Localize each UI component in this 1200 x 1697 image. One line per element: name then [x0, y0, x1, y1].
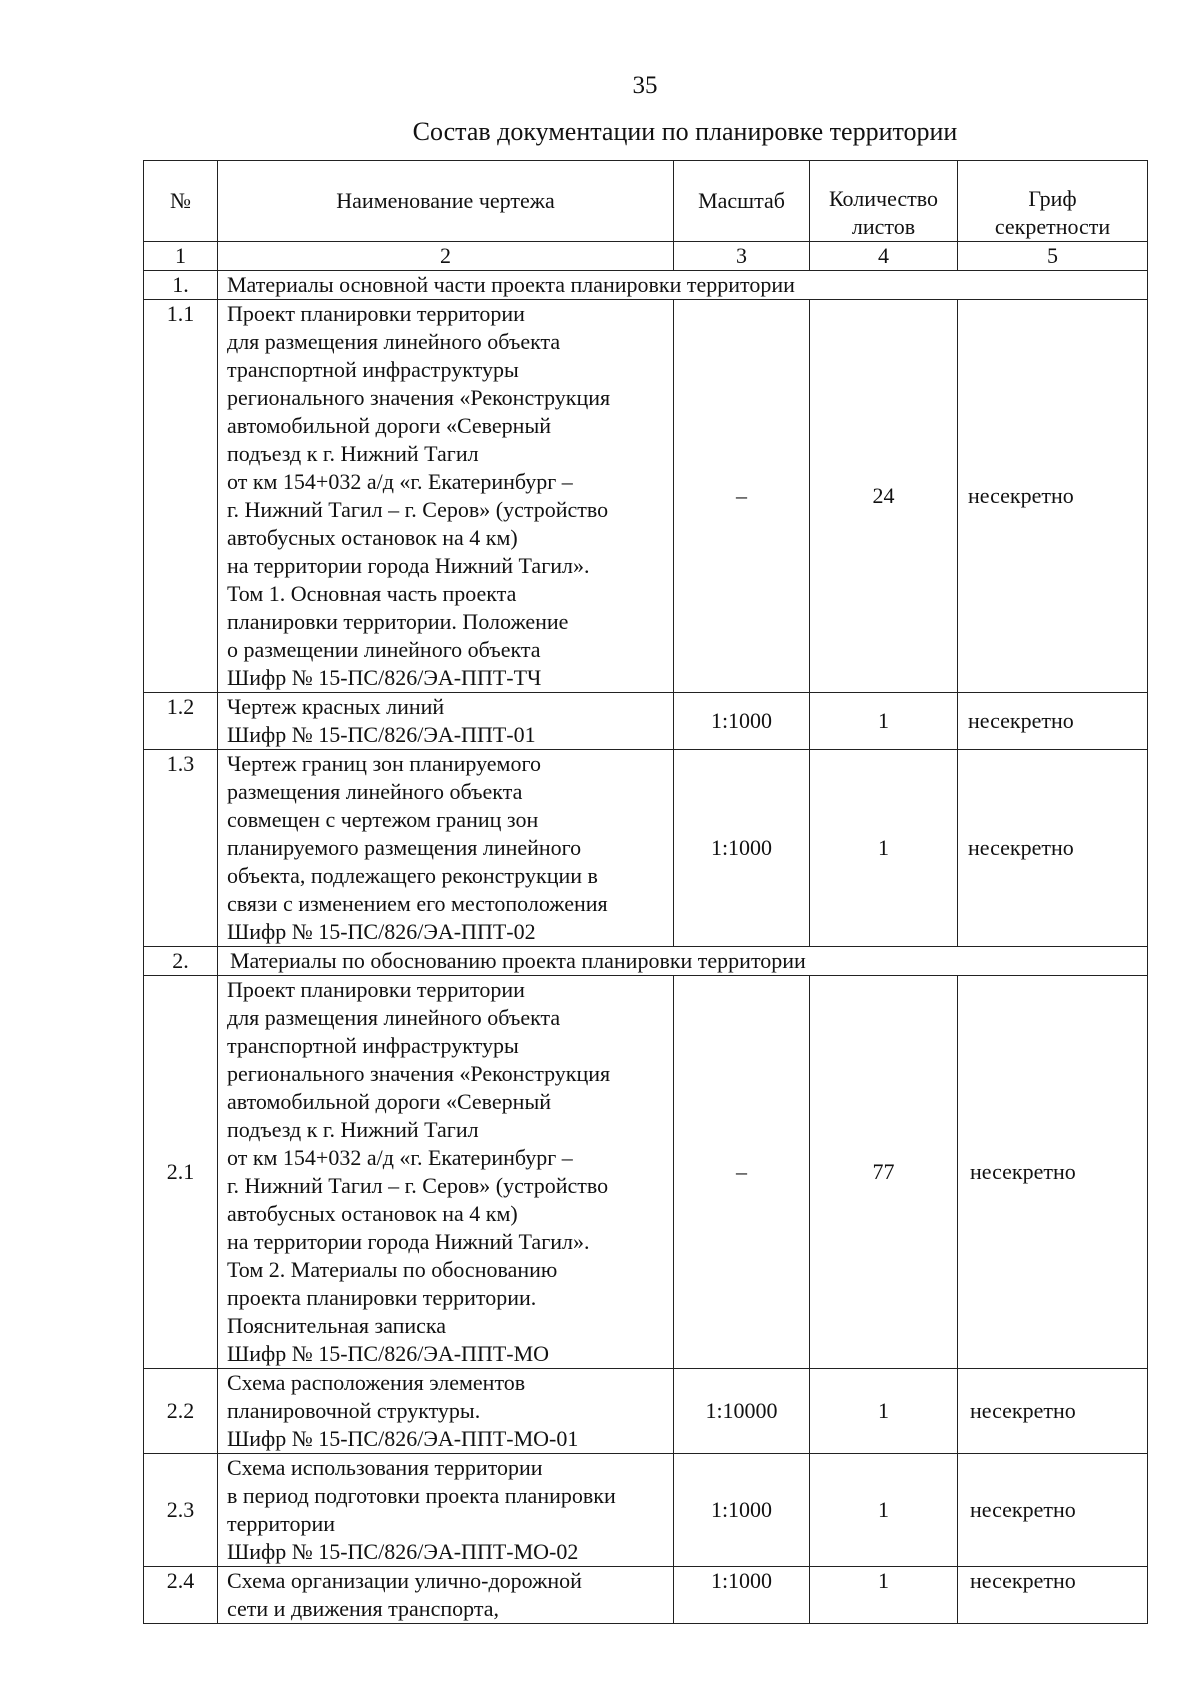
section-number: 2.: [144, 947, 218, 976]
row-number: 2.1: [144, 976, 218, 1369]
table-row: [144, 976, 1148, 1369]
row-number: 2.4: [144, 1567, 218, 1624]
row-drawing-name: Чертеж границ зон планируемого размещения линейного объекта совмещен с чертежом границ зон планируемого размещения линейного объекта, подлежащего реконструкции в связи с изменением его местоположения Шифр № 15-ПС/826/ЭА-ППТ-02: [218, 750, 674, 947]
row-drawing-name: Проект планировки территории для размещения линейного объекта транспортной инфраструктуры регионального значения «Реконструкция автомобильной дороги «Северный подъезд к г. Нижний Тагил от км 154+032 а/д «г. Екатеринбург – г. Нижний Тагил – г. Серов» (устройство автобусных остановок на 4 км) на территории города Нижний Тагил». Том 2. Материалы по обоснованию проекта планировки территории. Пояснительная записка Шифр № 15-ПС/826/ЭА-ППТ-МО: [218, 976, 674, 1369]
row-drawing-name: Чертеж красных линий Шифр № 15-ПС/826/ЭА-ППТ-01: [218, 693, 674, 750]
row-drawing-name: Схема расположения элементов планировочной структуры. Шифр № 15-ПС/826/ЭА-ППТ-МО-01: [218, 1369, 674, 1454]
table-header-row: [144, 161, 1148, 242]
row-number: 1.3: [144, 750, 218, 947]
row-sheet-count: 1: [810, 750, 958, 947]
row-sheet-count: 77: [810, 976, 958, 1369]
row-secrecy: несекретно: [958, 1454, 1148, 1567]
header-drawing-name: Наименование чертежа: [218, 161, 674, 242]
column-number: 3: [674, 242, 810, 271]
row-number: 2.2: [144, 1369, 218, 1454]
section-title: Материалы по обоснованию проекта планировки территории: [218, 947, 1148, 976]
section-title: Материалы основной части проекта планировки территории: [218, 271, 1148, 300]
row-scale: –: [674, 300, 810, 693]
table-row: [144, 1369, 1148, 1454]
row-scale: 1:1000: [674, 693, 810, 750]
row-scale: 1:1000: [674, 1454, 810, 1567]
header-scale: Масштаб: [674, 161, 810, 242]
section-number: 1.: [144, 271, 218, 300]
table-row: [144, 1454, 1148, 1567]
row-secrecy: несекретно: [958, 750, 1148, 947]
row-secrecy: несекретно: [958, 1567, 1148, 1624]
row-number: 1.1: [144, 300, 218, 693]
row-scale: 1:1000: [674, 750, 810, 947]
row-sheet-count: 1: [810, 693, 958, 750]
row-sheet-count: 1: [810, 1454, 958, 1567]
page-number: 35: [632, 72, 658, 99]
table-row: [144, 693, 1148, 750]
row-drawing-name: Схема использования территории в период подготовки проекта планировки территории Шифр № 15-ПС/826/ЭА-ППТ-МО-02: [218, 1454, 674, 1567]
header-secrecy-text: Гриф секретности: [994, 186, 1111, 239]
documentation-table: [143, 160, 1148, 1624]
row-sheet-count: 1: [810, 1567, 958, 1624]
column-number-row: [144, 242, 1148, 271]
row-sheet-count: 24: [810, 300, 958, 693]
row-secrecy: несекретно: [958, 1369, 1148, 1454]
table-row: [144, 1567, 1148, 1624]
row-number: 1.2: [144, 693, 218, 750]
column-number: 1: [144, 242, 218, 271]
table-row: [144, 300, 1148, 693]
document-title: Состав документации по планировке территории: [412, 117, 958, 146]
header-sheet-count-text: Количество листов: [828, 186, 939, 239]
row-sheet-count: 1: [810, 1369, 958, 1454]
header-secrecy: [958, 161, 1148, 242]
column-number: 4: [810, 242, 958, 271]
section-row: [144, 947, 1148, 976]
row-scale: 1:1000: [674, 1567, 810, 1624]
header-sheet-count: [810, 161, 958, 242]
row-secrecy: несекретно: [958, 300, 1148, 693]
row-number: 2.3: [144, 1454, 218, 1567]
section-row: [144, 271, 1148, 300]
table-row: [144, 750, 1148, 947]
row-scale: –: [674, 976, 810, 1369]
row-drawing-name: Проект планировки территории для размещения линейного объекта транспортной инфраструктуры регионального значения «Реконструкция автомобильной дороги «Северный подъезд к г. Нижний Тагил от км 154+032 а/д «г. Екатеринбург – г. Нижний Тагил – г. Серов» (устройство автобусных остановок на 4 км) на территории города Нижний Тагил». Том 1. Основная часть проекта планировки территории. Положение о размещении линейного объекта Шифр № 15-ПС/826/ЭА-ППТ-ТЧ: [218, 300, 674, 693]
column-number: 2: [218, 242, 674, 271]
row-secrecy: несекретно: [958, 976, 1148, 1369]
row-secrecy: несекретно: [958, 693, 1148, 750]
header-number: №: [144, 161, 218, 242]
row-scale: 1:10000: [674, 1369, 810, 1454]
column-number: 5: [958, 242, 1148, 271]
row-drawing-name: Схема организации улично-дорожной сети и движения транспорта,: [218, 1567, 674, 1624]
